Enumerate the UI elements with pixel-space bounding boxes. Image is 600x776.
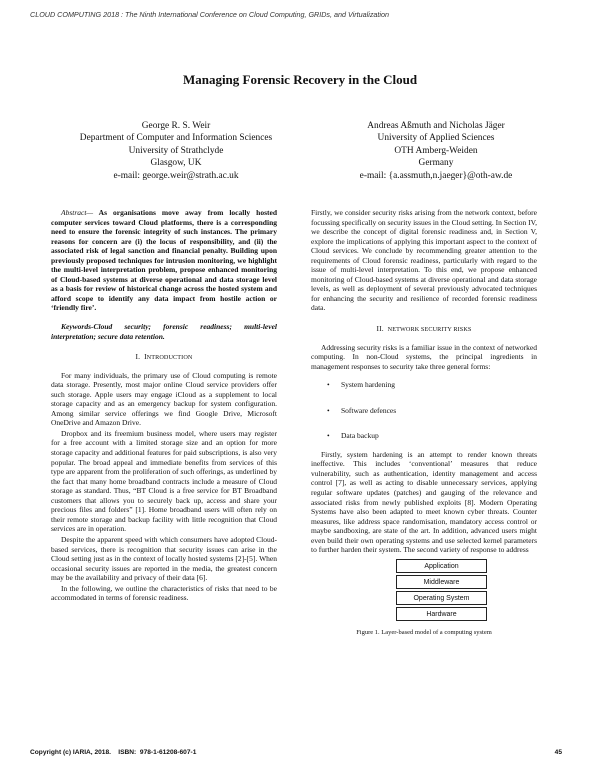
footer-copyright: Copyright (c) IARIA, 2018. ISBN: 978-1-61208-607-1 xyxy=(30,749,197,756)
author-name: George R. S. Weir xyxy=(141,121,211,131)
intro-paragraph: For many individuals, the primary use of Cloud computing is remote data storage. Presently, most major online Cloud service providers offer such storage. Apple users may engage iCloud as a supplement to local storage capacity and as an emergency backup for system configuration. Among similar service offerings we find Google Drive, Microsoft OneDrive and Amazon Drive. xyxy=(51,370,277,428)
intro-continuation: Firstly, we consider security risks arising from the network context, before focussing specifically on security issues in the Cloud setting. In Section IV, we describe the concept of digital forensic readiness and, in Section V, explore the implications of applying this important aspect to the context of Cloud services. We conclude by recommending greater attention to the requirements of Cloud forensic readiness, particularly with regard to the issue of multi-level interpretation. To this end, we propose enhanced monitoring of Cloud-based systems at diverse operational and data storage levels, as well as deployment of several previously advocated techniques for enhancing the security and resilience of recorded forensic readiness data. xyxy=(311,208,537,313)
left-column xyxy=(51,208,277,603)
figure-caption: Figure 1. Layer-based model of a computing system xyxy=(356,628,492,636)
layer-diagram xyxy=(311,559,537,638)
list-item: • Data backup xyxy=(341,431,537,441)
abstract-text: As organisations move away from locally hosted computer services toward Cloud platforms, there is a corresponding need to ensure the forensic integrity of such instances. The primary reasons for concern are (i) the locus of responsibility, and (ii) the associated risk of legal sanction and financial penalty. Building upon previously proposed techniques for intrusion monitoring, we highlight the multi-level interpretation problem, propose enhanced monitoring of Cloud-based systems at diverse operational and data storage level as a basis for review of historical change across the hosted system and afford scope to identify any data impact from hostile action or ‘friendly fire’. xyxy=(51,208,277,313)
list-item: • Software defences xyxy=(341,406,537,416)
author-department: Department of Computer and Information Sciences xyxy=(79,133,273,144)
page-number: 45 xyxy=(554,749,562,756)
abstract-lead: Abstract— xyxy=(61,208,94,217)
intro-paragraph: In the following, we outline the characteristics of risks that need to be accommodated in terms of forensic readiness. xyxy=(51,583,277,603)
intro-paragraph: Dropbox and its freemium business model, where users may register for a free account with a limited storage size and an option for more storage capacity and additional features for paid subscriptions, is also very popular. The broad appeal and immediate benefits from services of this type are apparent from the proliferation of such offerings, as underlined by the fact that many home broadband contracts include a measure of Cloud storage as standard. Thus, “BT Cloud is a free service for BT Broadband customers that allows you to securely back up, access and share your precious files and folders” [1]. Home broadband users will often rely on their remote storage and backup facility with little recognition that Cloud services are in operation. xyxy=(51,428,277,534)
section2-paragraph: Addressing security risks is a familiar issue in the context of networked computing. In non-Cloud systems, the principal ingredients in management responses to security take three general forms: xyxy=(311,342,537,371)
keywords: Keywords-Cloud security; forensic readiness; multi-level interpretation; secure data retention. xyxy=(51,322,277,341)
bullet-list xyxy=(311,380,537,441)
paper-title: Managing Forensic Recovery in the Cloud xyxy=(182,72,418,87)
author-email: e-mail: {a.assmuth,n.jaeger}@oth-aw.de xyxy=(359,170,513,181)
author-block-right xyxy=(311,120,561,182)
section-heading-introduction: I. INTRODUCTION xyxy=(135,352,193,362)
abstract xyxy=(51,208,277,313)
author-location: Germany xyxy=(418,158,454,169)
author-department: University of Applied Sciences xyxy=(377,133,495,144)
author-name: Andreas Aßmuth and Nicholas Jäger xyxy=(367,121,505,131)
author-institution: University of Strathclyde xyxy=(128,145,224,156)
section-heading-network-security: II. NETWORK SECURITY RISKS xyxy=(376,324,472,334)
layer-box-operating-system: Operating System xyxy=(396,591,487,605)
author-location: Glasgow, UK xyxy=(150,158,202,169)
intro-paragraph: Despite the apparent speed with which consumers have adopted Cloud-based services, there is recognition that security issues can arise in the Cloud setting just as in the context of locally hosted systems [2]-[5]. When occasional security issues are reported in the media, the greatest concern may be the availability and privacy of their data [6]. xyxy=(51,534,277,583)
layer-box-middleware: Middleware xyxy=(396,575,487,589)
author-email: e-mail: george.weir@strath.ac.uk xyxy=(113,170,239,181)
list-item: • System hardening xyxy=(341,380,537,390)
author-institution: OTH Amberg-Weiden xyxy=(394,145,478,156)
layer-box-application: Application xyxy=(396,559,487,573)
running-header: CLOUD COMPUTING 2018 : The Ninth International Conference on Cloud Computing, GRIDs, and Virtualization xyxy=(30,10,390,19)
author-block-left xyxy=(51,120,301,182)
layer-box-hardware: Hardware xyxy=(396,607,487,621)
section2-paragraph: Firstly, system hardening is an attempt to render known threats ineffective. This includes ‘conventional’ measures that reduce vulnerability, such as authentication, identity management and access control [7], as well as acting to disable unnecessary services, applying regular software updates (patches) and gauging of the relevance and associated risks from newly published exploits [8]. Modern Operating Systems have also been adapted to meet known cyber threats. Counter measures, like address space randomisation, mandatory access control or maybe sandboxing, are state of the art. In addition, advanced users might even build their own operating systems and use selected kernel parameters to further harden their system. The second variety of response to address xyxy=(311,449,537,555)
right-column xyxy=(311,208,537,637)
